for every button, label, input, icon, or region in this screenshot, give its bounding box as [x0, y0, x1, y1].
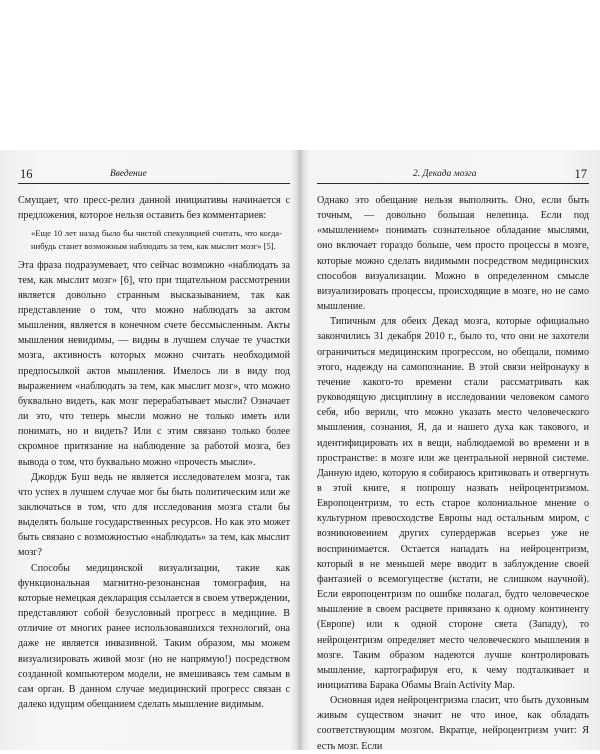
scan-background: [0, 0, 600, 150]
page-number: 16: [20, 167, 33, 181]
right-running-head: [317, 166, 589, 184]
paragraph: Однако это обещание нельзя выполнить. Оно, если быть точным, — довольно большая нелепица. Если под «мышлением» понимать сознательное обладание мыслями, оно включает гораздо больше, чем просто процессы в мозге, которые можно сделать видимыми посредством медицинских способов визуализации. Можно в определенном смысле визуализировать процессы, происходящие в мозге, но не само мышление.: [317, 195, 589, 313]
paragraph: Смущает, что пресс-релиз данной инициативы начинается с предложения, которое нельзя оставить без комментариев:: [18, 195, 290, 222]
paragraph: Джордж Буш ведь не является исследователем мозга, так что успех в лучшем случае мог бы быть политическим или же заключаться в том, что для исследования мозга стали бы выделять больше государственных ресурсов. Но как это может быть связано с возможностью «наблюдать» за тем, как мыслит мозг?: [18, 471, 290, 559]
book-gutter: [296, 150, 304, 750]
running-title: 2. Декада мозга: [413, 169, 477, 179]
page-number: 17: [574, 167, 587, 181]
paragraph: Способы медицинской визуализации, такие как функциональная магнитно-резонансная томография, на которые немецкая декларация ссылается в своем утверждении, представляют собой безусловный прогресс в медицине. В отличие от многих ранее использовавшихся технологий, она даже не является инвазивной. Таким образом, мы можем визуализировать живой мозг (но не напрямую!) посредством созданной компьютером модели, не вмешиваясь тем самым в сам орган. В данном случае медицинский прогресс связан с далеко идущим обещанием сделать мышление видимым.: [18, 562, 290, 711]
left-running-head: [18, 166, 290, 184]
paragraph: Основная идея нейроцентризма гласит, что быть духовным живым существом значит не что иное, как обладать соответствующим мозгом. Вкратце, нейроцентризм учит: Я есть мозг. Если: [317, 695, 589, 752]
left-body-text: [18, 193, 290, 712]
right-page: [317, 166, 589, 754]
paragraph: Типичным для обеих Декад мозга, которые официально закончились 31 декабря 2010 г., было то, что они не захотели ограничиться медицинским прогрессом, но обещали, помимо этого, надежду на самопознание. В этой связи нейронауку в течение какого-то времени стали рассматривать как руководящую дисциплину в исследовании человеком самого себя, ибо верили, что можно указать место человеческого мышления, сознания, Я, да и нашего духа как такового, и идентифицировать их в вещи, наблюдаемой во времени и в пространстве: в мозге или же центральной нервной системе. Данную идею, которую я собираюсь критиковать и отвергнуть в этой книге, я попрошу назвать нейроцентризмом. Европоцентризм, то есть старое колониальное мнение о культурном превосходстве Европы над остальным миром, с возникновением других супердержав всерьез уже не воспринимается. Остается нападать на нейроцентризм, который в не меньшей мере вводит в заблуждение своей фантазией о всемогуществе (кстати, не слишком научной). Если европоцентризм по ошибке полагал, будто человеческое мышление в своем расцвете привязано к одному континенту (Европе) или к одной стороне света (Западу), то нейроцентризм определяет место человеческого мышления в мозге. Таким образом надеются лучше контролировать мышление, картографируя его, к чему подталкивает и инициатива Барака Обамы Brain Activity Map.: [317, 316, 589, 691]
running-title: Введение: [110, 169, 147, 179]
right-body-text: [317, 193, 589, 754]
block-quote: «Еще 10 лет назад было бы чистой спекуляцией считать, что когда-нибудь станет возможным наблюдать за тем, как мыслит мозг» [5].: [31, 228, 282, 251]
scan-bottom-margin: [0, 728, 600, 750]
paragraph: Эта фраза подразумевает, что сейчас возможно «наблюдать за тем, как мыслит мозг» [6], что при тщательном рассмотрении является довольно странным высказыванием, так как представление о том, что можно наблюдать за актом мышления, является в конечном счете бессмысленным. Акты мышления невидимы, — видны в лучшем случае те участки мозга, активность которых можно считать необходимой предпосылкой актов мышления. Имелось ли в виду под выражением «наблюдать за тем, как мыслит мозг», что можно буквально видеть, как мозг перерабатывает мысли? Означает ли это, что теперь мысли можно не только иметь или понимать, но и видеть? Или с этим связано только более скромное притязание на наблюдение за работой мозга, без вывода о том, что буквально можно «прочесть мысли».: [18, 259, 290, 468]
left-page: [18, 166, 290, 712]
